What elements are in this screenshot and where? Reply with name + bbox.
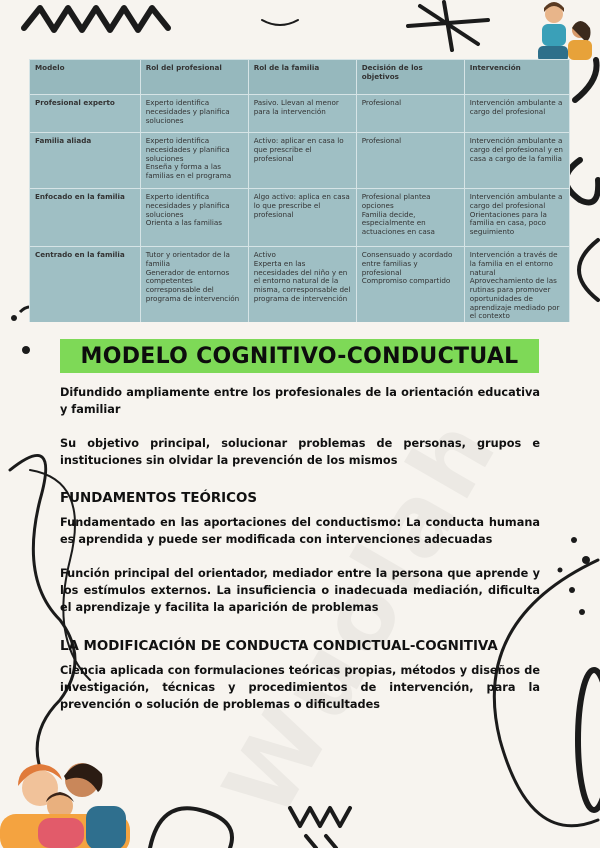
ring-doodle: [578, 670, 600, 810]
table-cell: Algo activo: aplica en casa lo que prescribe el profesional: [248, 189, 356, 247]
table-header: Decisión de los objetivos: [356, 60, 464, 95]
zigzag-doodle: [24, 8, 168, 30]
table-cell: Profesional: [356, 133, 464, 189]
table-row: [30, 95, 570, 133]
title-highlight: [60, 339, 539, 373]
section-paragraph: Función principal del orientador, mediador entre la persona que aprende y los estímulos externos. La insuficiencia o inadecuada mediación, dificulta el aprendizaje y facilita la aparición de problemas: [60, 567, 540, 614]
table-cell: Centrado en la familia: [30, 247, 141, 323]
table-row: [30, 247, 570, 323]
table-cell: Consensuado y acordado entre familias y profesional Compromiso compartido: [356, 247, 464, 323]
table-cell: Experto identifica necesidades y planifica soluciones: [140, 95, 248, 133]
table-row: [30, 189, 570, 247]
page-title: MODELO COGNITIVO-CONDUCTUAL: [80, 343, 519, 369]
section-modificacion: [60, 639, 540, 713]
table-cell: Activo Experta en las necesidades del niño y en el entorno natural de la misma, corresponsable del programa de intervención: [248, 247, 356, 323]
family-illustration-top: [538, 2, 592, 62]
section-fundamentos: [60, 491, 540, 616]
section-heading: FUNDAMENTOS TEÓRICOS: [60, 491, 258, 506]
models-table: [29, 59, 570, 322]
section-heading: LA MODIFICACIÓN DE CONDUCTA CONDICTUAL-COGNITIVA: [60, 639, 498, 654]
section-paragraph: Fundamentado en las aportaciones del conductismo: La conducta humana es aprendida y puede ser modificada con intervenciones adecuadas: [60, 516, 540, 546]
intro-paragraph: Su objetivo principal, solucionar problemas de personas, grupos e instituciones sin olvidar la prevención de los mismos: [60, 437, 540, 467]
table-cell: Activo: aplicar en casa lo que prescribe el profesional: [248, 133, 356, 189]
table-header: Rol del profesional: [140, 60, 248, 95]
table-header: Modelo: [30, 60, 141, 95]
table-cell: Intervención ambulante a cargo del profesional y en casa a cargo de la familia: [464, 133, 569, 189]
arc-doodle: [579, 240, 598, 300]
swirl-doodle: [566, 60, 598, 203]
table-cell: Intervención a través de la familia en el entorno natural Aprovechamiento de las rutinas para promover oportunidades de aprendizaje mediado por el contexto: [464, 247, 569, 323]
table-cell: Experto identifica necesidades y planifica soluciones Orienta a las familias: [140, 189, 248, 247]
table-cell: Intervención ambulante a cargo del profesional Orientaciones para la familia en casa, poco seguimiento: [464, 189, 569, 247]
table-header: Rol de la familia: [248, 60, 356, 95]
table-cell: Pasivo. Llevan al menor para la intervención: [248, 95, 356, 133]
table-cell: Enfocado en la familia: [30, 189, 141, 247]
squiggle-doodle: [262, 20, 298, 25]
table-cell: Profesional plantea opciones Familia decide, especialmente en actuaciones en casa: [356, 189, 464, 247]
table-cell: Tutor y orientador de la familia Generador de entornos competentes corresponsable del programa de intervención: [140, 247, 248, 323]
table-cell: Profesional: [356, 95, 464, 133]
table-row: [30, 133, 570, 189]
section-paragraph: Ciencia aplicada con formulaciones teóricas propias, métodos y diseños de investigación, técnicas y procedimientos de intervención, para la prevención o solución de problemas o dificultades: [60, 664, 540, 711]
intro-section: [60, 384, 540, 469]
table-cell: Experto identifica necesidades y planifica soluciones Enseña y forma a las familias en el programa: [140, 133, 248, 189]
intro-paragraph: Difundido ampliamente entre los profesionales de la orientación educativa y familiar: [60, 386, 540, 416]
table-cell: Familia aliada: [30, 133, 141, 189]
table-header: Intervención: [464, 60, 569, 95]
table-cell: Profesional experto: [30, 95, 141, 133]
models-table-image: [29, 59, 570, 322]
table-cell: Intervención ambulante a cargo del profesional: [464, 95, 569, 133]
curl-bottom-doodle: [150, 808, 232, 848]
star-doodle: [408, 2, 488, 50]
family-illustration-bottom: [0, 763, 130, 848]
table-header-row: [30, 60, 570, 95]
